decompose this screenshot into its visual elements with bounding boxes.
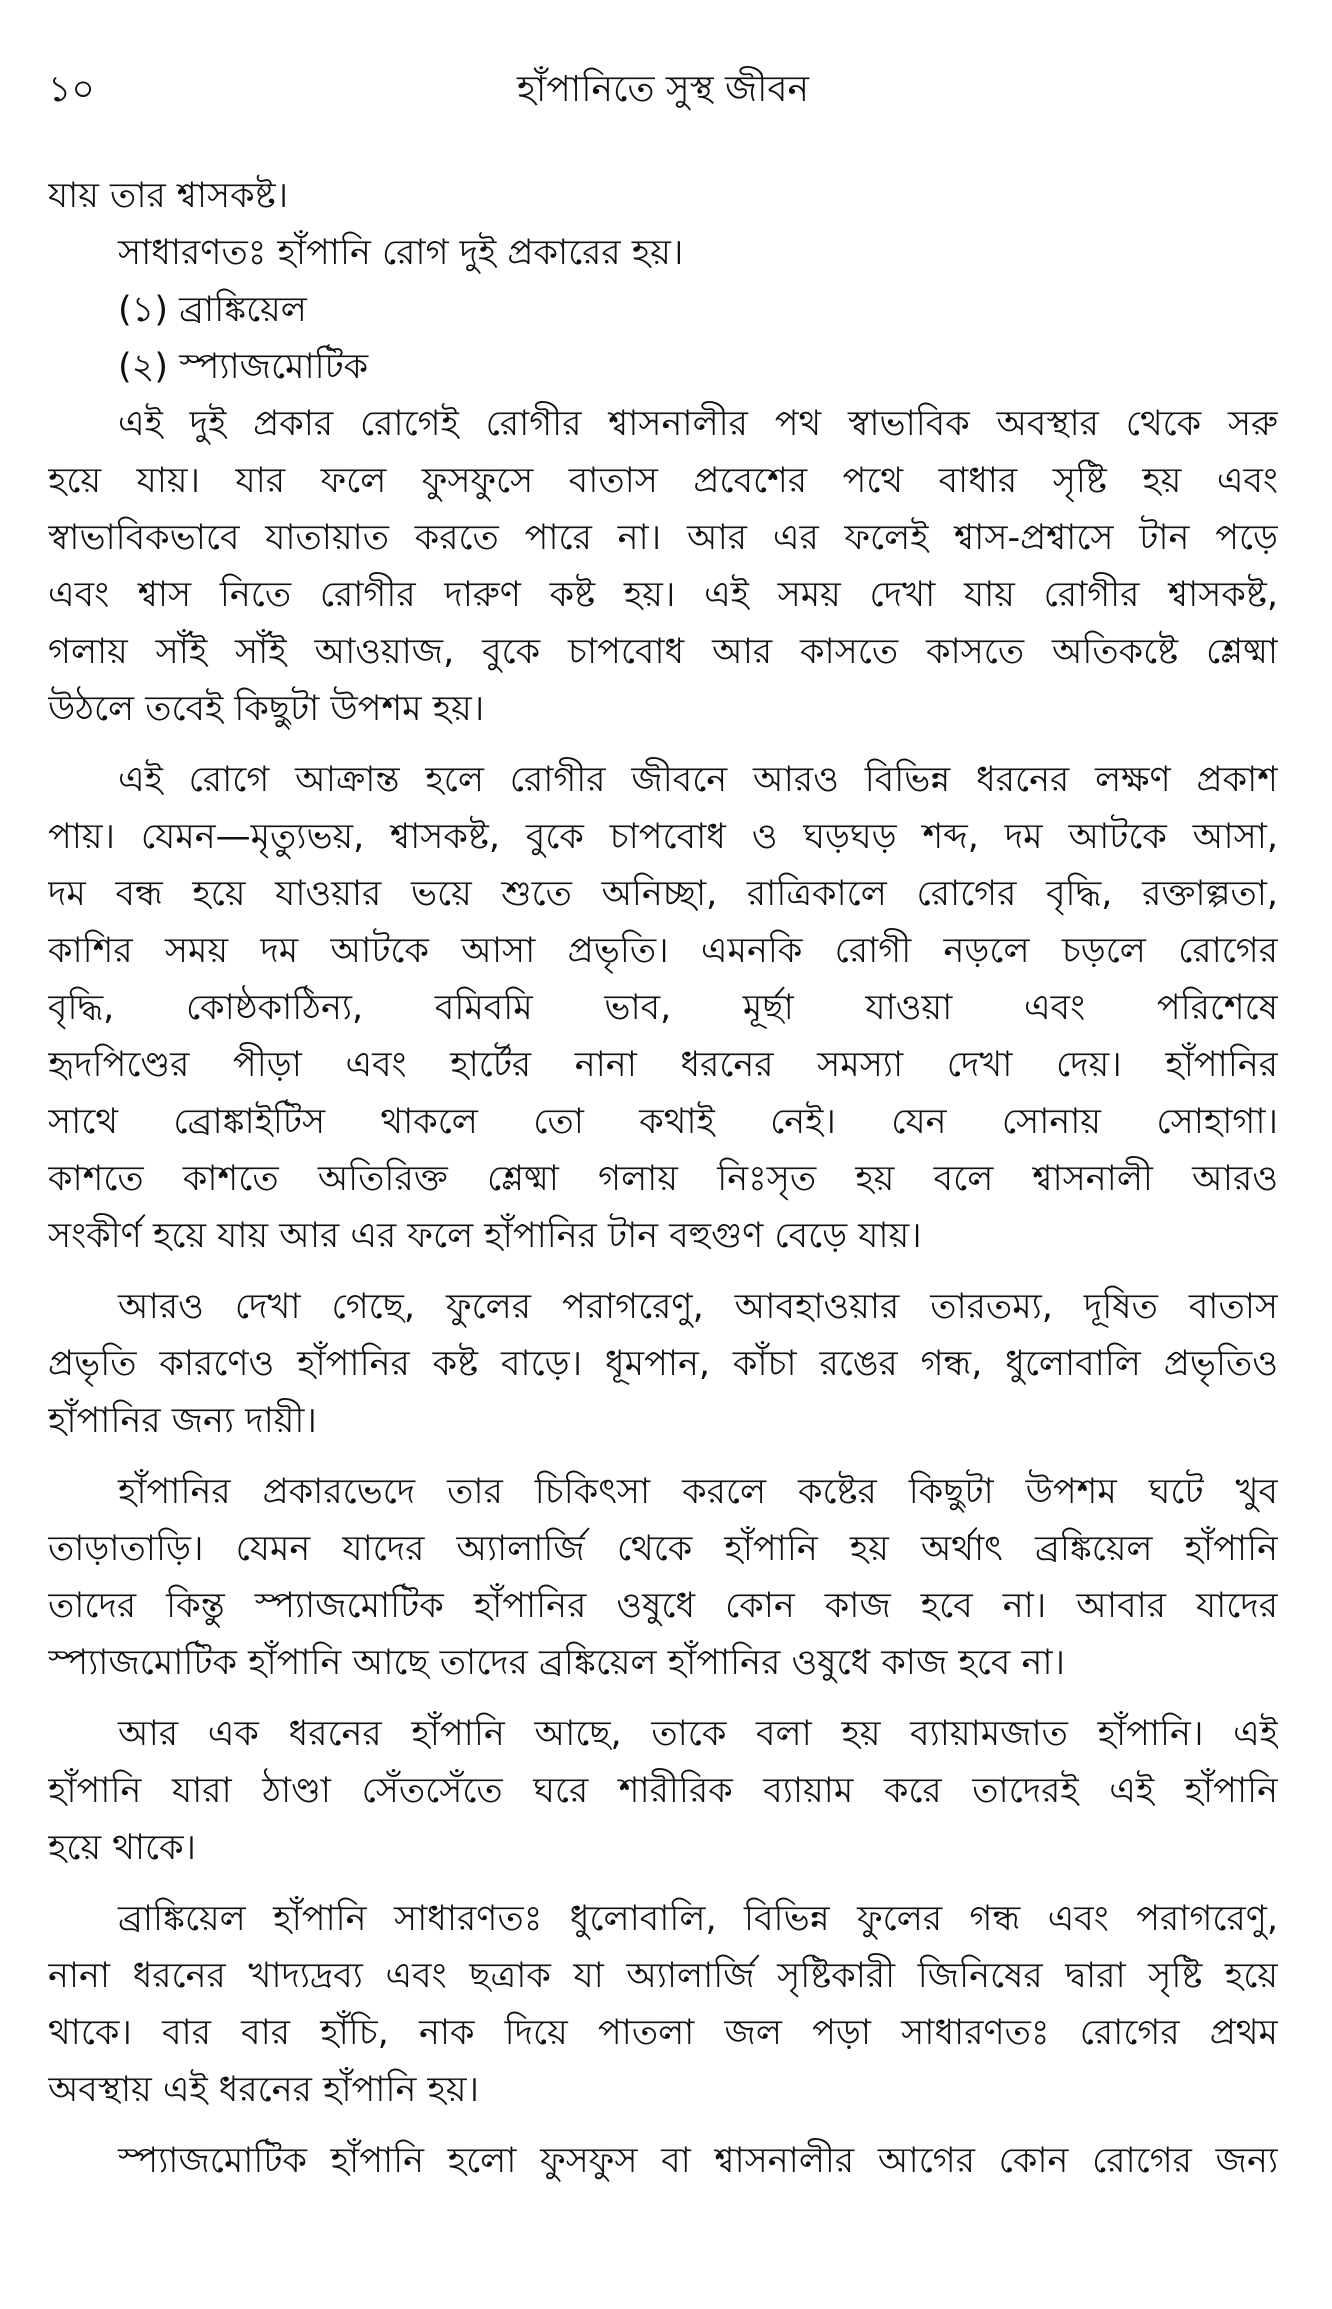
text-line: সংকীর্ণ হয়ে যায় আর এর ফলে হাঁপানির টান বহুগুণ বেড়ে যায়। <box>48 1216 922 1256</box>
text-line: গলায় সাঁই সাঁই আওয়াজ, বুকে চাপবোধ আর কাসতে কাসতে অতিকষ্টে শ্লেষ্মা <box>48 632 1278 672</box>
text-line: নানা ধরনের খাদ্যদ্রব্য এবং ছত্রাক যা অ্যালার্জি সৃষ্টিকারী জিনিষের দ্বারা সৃষ্টি হয়ে <box>48 1956 1278 1996</box>
text-line: কাশতে কাশতে অতিরিক্ত শ্লেষ্মা গলায় নিঃসৃত হয় বলে শ্বাসনালী আরও <box>48 1159 1278 1199</box>
text-line: থাকে। বার বার হাঁচি, নাক দিয়ে পাতলা জল পড়া সাধারণতঃ রোগের প্রথম <box>48 2013 1278 2053</box>
body-text <box>48 168 1278 2190</box>
text-line: হয়ে থাকে। <box>48 1828 197 1868</box>
text-line: সাধারণতঃ হাঁপানি রোগ দুই প্রকারের হয়। <box>118 233 684 273</box>
text-line: আর এক ধরনের হাঁপানি আছে, তাকে বলা হয় ব্যায়ামজাত হাঁপানি। এই <box>118 1714 1278 1754</box>
text-line: স্প্যাজমোটিক হাঁপানি আছে তাদের ব্রঙ্কিয়েল হাঁপানির ওষুধে কাজ হবে না। <box>48 1643 1066 1683</box>
text-line: পায়। যেমন—মৃত্যুভয়, শ্বাসকষ্ট, বুকে চাপবোধ ও ঘড়ঘড় শব্দ, দম আটকে আসা, <box>48 817 1278 857</box>
text-line: তাড়াতাড়ি। যেমন যাদের অ্যালার্জি থেকে হাঁপানি হয় অর্থাৎ ব্রঙ্কিয়েল হাঁপানি <box>48 1529 1278 1569</box>
text-line: এবং শ্বাস নিতে রোগীর দারুণ কষ্ট হয়। এই সময় দেখা যায় রোগীর শ্বাসকষ্ট, <box>48 575 1278 615</box>
list-item: (২) স্প্যাজমোটিক <box>118 347 369 387</box>
page-number: ১০ <box>48 69 95 110</box>
text-line: এই রোগে আক্রান্ত হলে রোগীর জীবনে আরও বিভিন্ন ধরনের লক্ষণ প্রকাশ <box>118 760 1278 800</box>
text-line: উঠলে তবেই কিছুটা উপশম হয়। <box>48 689 485 729</box>
text-line: তাদের কিন্তু স্প্যাজমোটিক হাঁপানির ওষুধে কোন কাজ হবে না। আবার যাদের <box>48 1586 1278 1626</box>
text-line: ব্রাঙ্কিয়েল হাঁপানি সাধারণতঃ ধুলোবালি, বিভিন্ন ফুলের গন্ধ এবং পরাগরেণু, <box>118 1899 1278 1939</box>
text-line: যায় তার শ্বাসকষ্ট। <box>48 176 289 216</box>
list-item: (১) ব্রাঙ্কিয়েল <box>118 290 307 330</box>
text-line: অবস্থায় এই ধরনের হাঁপানি হয়। <box>48 2070 480 2110</box>
text-line: হৃদপিণ্ডের পীড়া এবং হার্টের নানা ধরনের সমস্যা দেখা দেয়। হাঁপানির <box>48 1045 1278 1085</box>
text-line: দম বন্ধ হয়ে যাওয়ার ভয়ে শুতে অনিচ্ছা, রাত্রিকালে রোগের বৃদ্ধি, রক্তাল্পতা, <box>48 874 1278 914</box>
text-line: বৃদ্ধি, কোষ্ঠকাঠিন্য, বমিবমি ভাব, মূর্ছা যাওয়া এবং পরিশেষে <box>48 988 1278 1028</box>
text-line: প্রভৃতি কারণেও হাঁপানির কষ্ট বাড়ে। ধূমপান, কাঁচা রঙের গন্ধ, ধুলোবালি প্রভৃতিও <box>48 1344 1278 1384</box>
text-line: হাঁপানির জন্য দায়ী। <box>48 1401 317 1441</box>
text-line: স্বাভাবিকভাবে যাতায়াত করতে পারে না। আর এর ফলেই শ্বাস-প্রশ্বাসে টান পড়ে <box>48 518 1278 558</box>
running-title: হাঁপানিতে সুস্থ জীবন <box>516 69 810 110</box>
text-line: সাথে ব্রোঙ্কাইটিস থাকলে তো কথাই নেই। যেন সোনায় সোহাগা। <box>48 1102 1278 1142</box>
text-line: হয়ে যায়। যার ফলে ফুসফুসে বাতাস প্রবেশের পথে বাধার সৃষ্টি হয় এবং <box>48 461 1278 501</box>
text-line: হাঁপানি যারা ঠাণ্ডা সেঁতসেঁতে ঘরে শারীরিক ব্যায়াম করে তাদেরই এই হাঁপানি <box>48 1771 1278 1811</box>
text-line: এই দুই প্রকার রোগেই রোগীর শ্বাসনালীর পথ স্বাভাবিক অবস্থার থেকে সরু <box>118 404 1278 444</box>
text-line: কাশির সময় দম আটকে আসা প্রভৃতি। এমনকি রোগী নড়লে চড়লে রোগের <box>48 931 1278 971</box>
text-line: আরও দেখা গেছে, ফুলের পরাগরেণু, আবহাওয়ার তারতম্য, দূষিত বাতাস <box>118 1287 1278 1327</box>
text-line: হাঁপানির প্রকারভেদে তার চিকিৎসা করলে কষ্টের কিছুটা উপশম ঘটে খুব <box>118 1472 1278 1512</box>
page-header <box>48 60 1278 130</box>
text-line: স্প্যাজমোটিক হাঁপানি হলো ফুসফুস বা শ্বাসনালীর আগের কোন রোগের জন্য <box>118 2141 1278 2181</box>
